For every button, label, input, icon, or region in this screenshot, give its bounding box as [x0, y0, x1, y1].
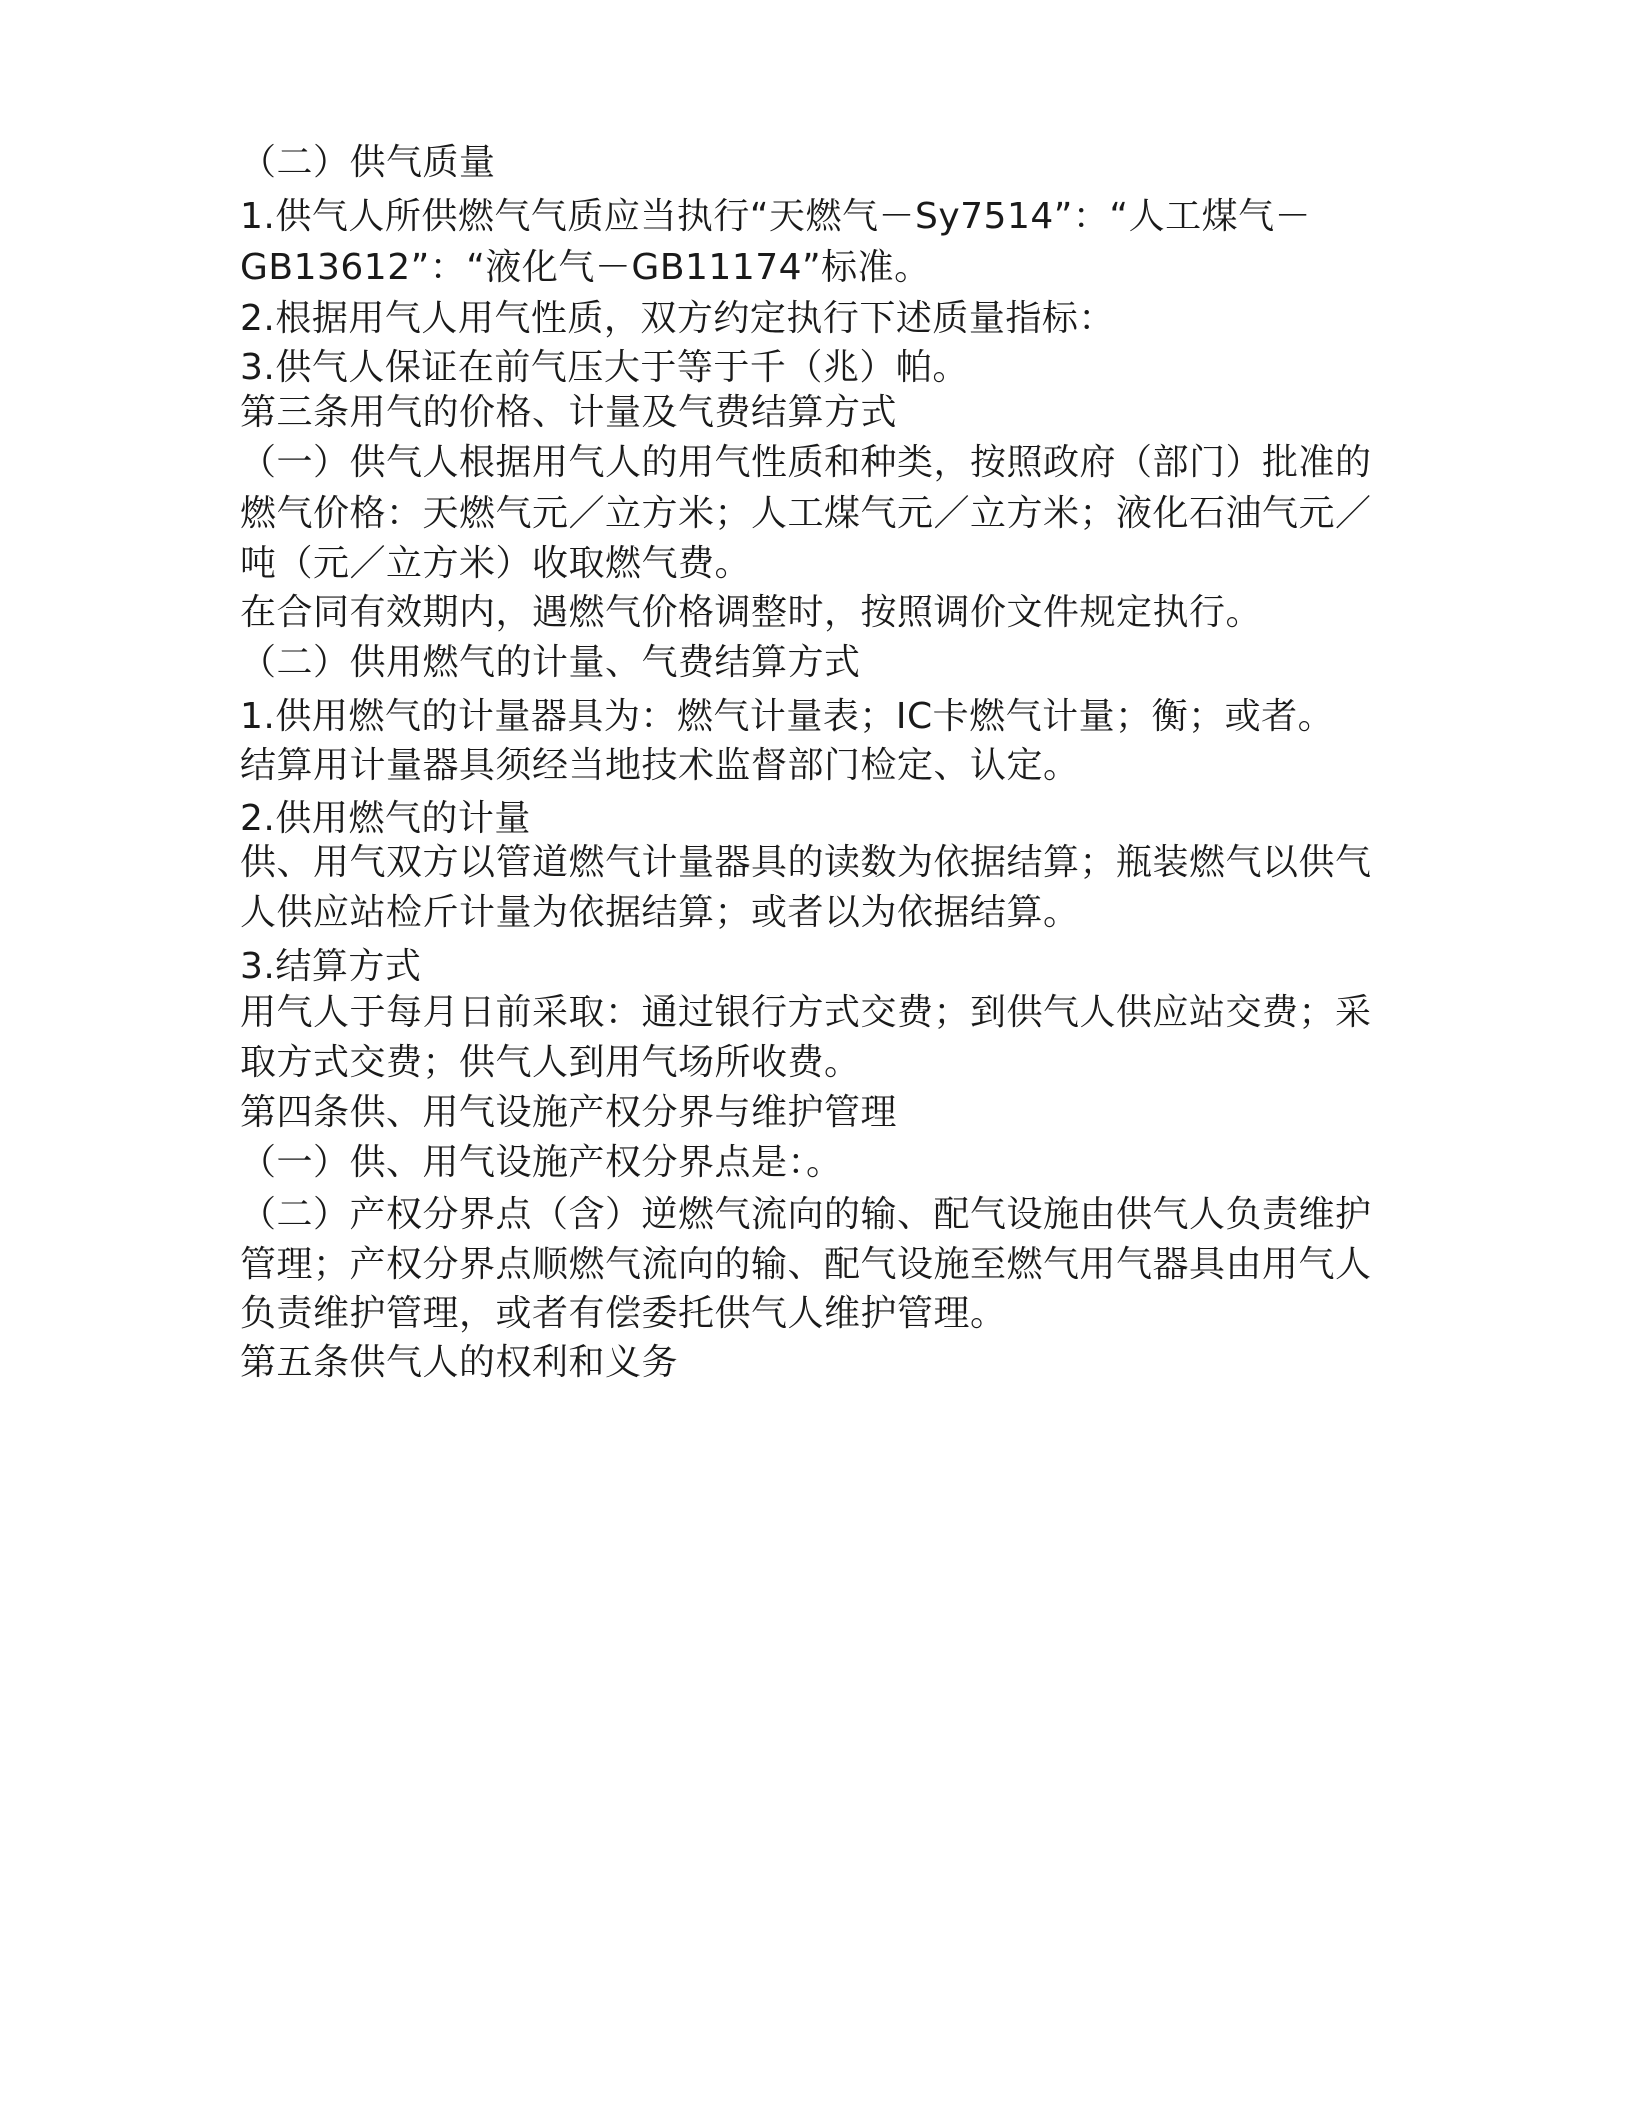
text-line: （二）产权分界点（含）逆燃气流向的输、配气设施由供气人负责维护	[240, 1194, 1372, 1235]
text-line: 1.供用燃气的计量器具为：燃气计量表；IC卡燃气计量；衡；或者。	[240, 696, 1335, 737]
text-line: 在合同有效期内，遇燃气价格调整时，按照调价文件规定执行。	[240, 592, 1263, 633]
section-heading-supply-quality: （二）供气质量	[240, 142, 496, 183]
article-heading-3: 第三条用气的价格、计量及气费结算方式	[240, 392, 898, 433]
text-line: （一）供、用气设施产权分界点是：。	[240, 1142, 843, 1183]
text-line: 吨（元／立方米）收取燃气费。	[240, 543, 752, 584]
article-heading-5: 第五条供气人的权利和义务	[240, 1342, 679, 1383]
text-line: 负责维护管理，或者有偿委托供气人维护管理。	[240, 1293, 1007, 1334]
text-line: 供、用气双方以管道燃气计量器具的读数为依据结算；瓶装燃气以供气	[240, 842, 1372, 883]
text-line: 3.结算方式	[240, 946, 422, 987]
article-heading-4: 第四条供、用气设施产权分界与维护管理	[240, 1092, 898, 1133]
text-line: 结算用计量器具须经当地技术监督部门检定、认定。	[240, 745, 1080, 786]
text-line: 3.供气人保证在前气压大于等于千（兆）帕。	[240, 347, 969, 388]
text-line: 管理；产权分界点顺燃气流向的输、配气设施至燃气用气器具由用气人	[240, 1244, 1372, 1285]
text-line: 人供应站检斤计量为依据结算；或者以为依据结算。	[240, 892, 1080, 933]
section-heading-metering: （二）供用燃气的计量、气费结算方式	[240, 642, 861, 683]
text-line: 2.供用燃气的计量	[240, 798, 531, 839]
text-line: 2.根据用气人用气性质，双方约定执行下述质量指标：	[240, 298, 1115, 339]
text-line: 燃气价格：天燃气元／立方米；人工煤气元／立方米；液化石油气元／	[240, 493, 1372, 534]
text-line: 用气人于每月日前采取：通过银行方式交费；到供气人供应站交费；采	[240, 992, 1372, 1033]
text-line: 取方式交费；供气人到用气场所收费。	[240, 1042, 861, 1083]
text-line: （一）供气人根据用气人的用气性质和种类，按照政府（部门）批准的	[240, 442, 1372, 483]
text-line: GB13612”：“液化气－GB11174”标准。	[240, 247, 931, 288]
text-line: 1.供气人所供燃气气质应当执行“天燃气－Sy7514”：“人工煤气－	[240, 196, 1312, 237]
